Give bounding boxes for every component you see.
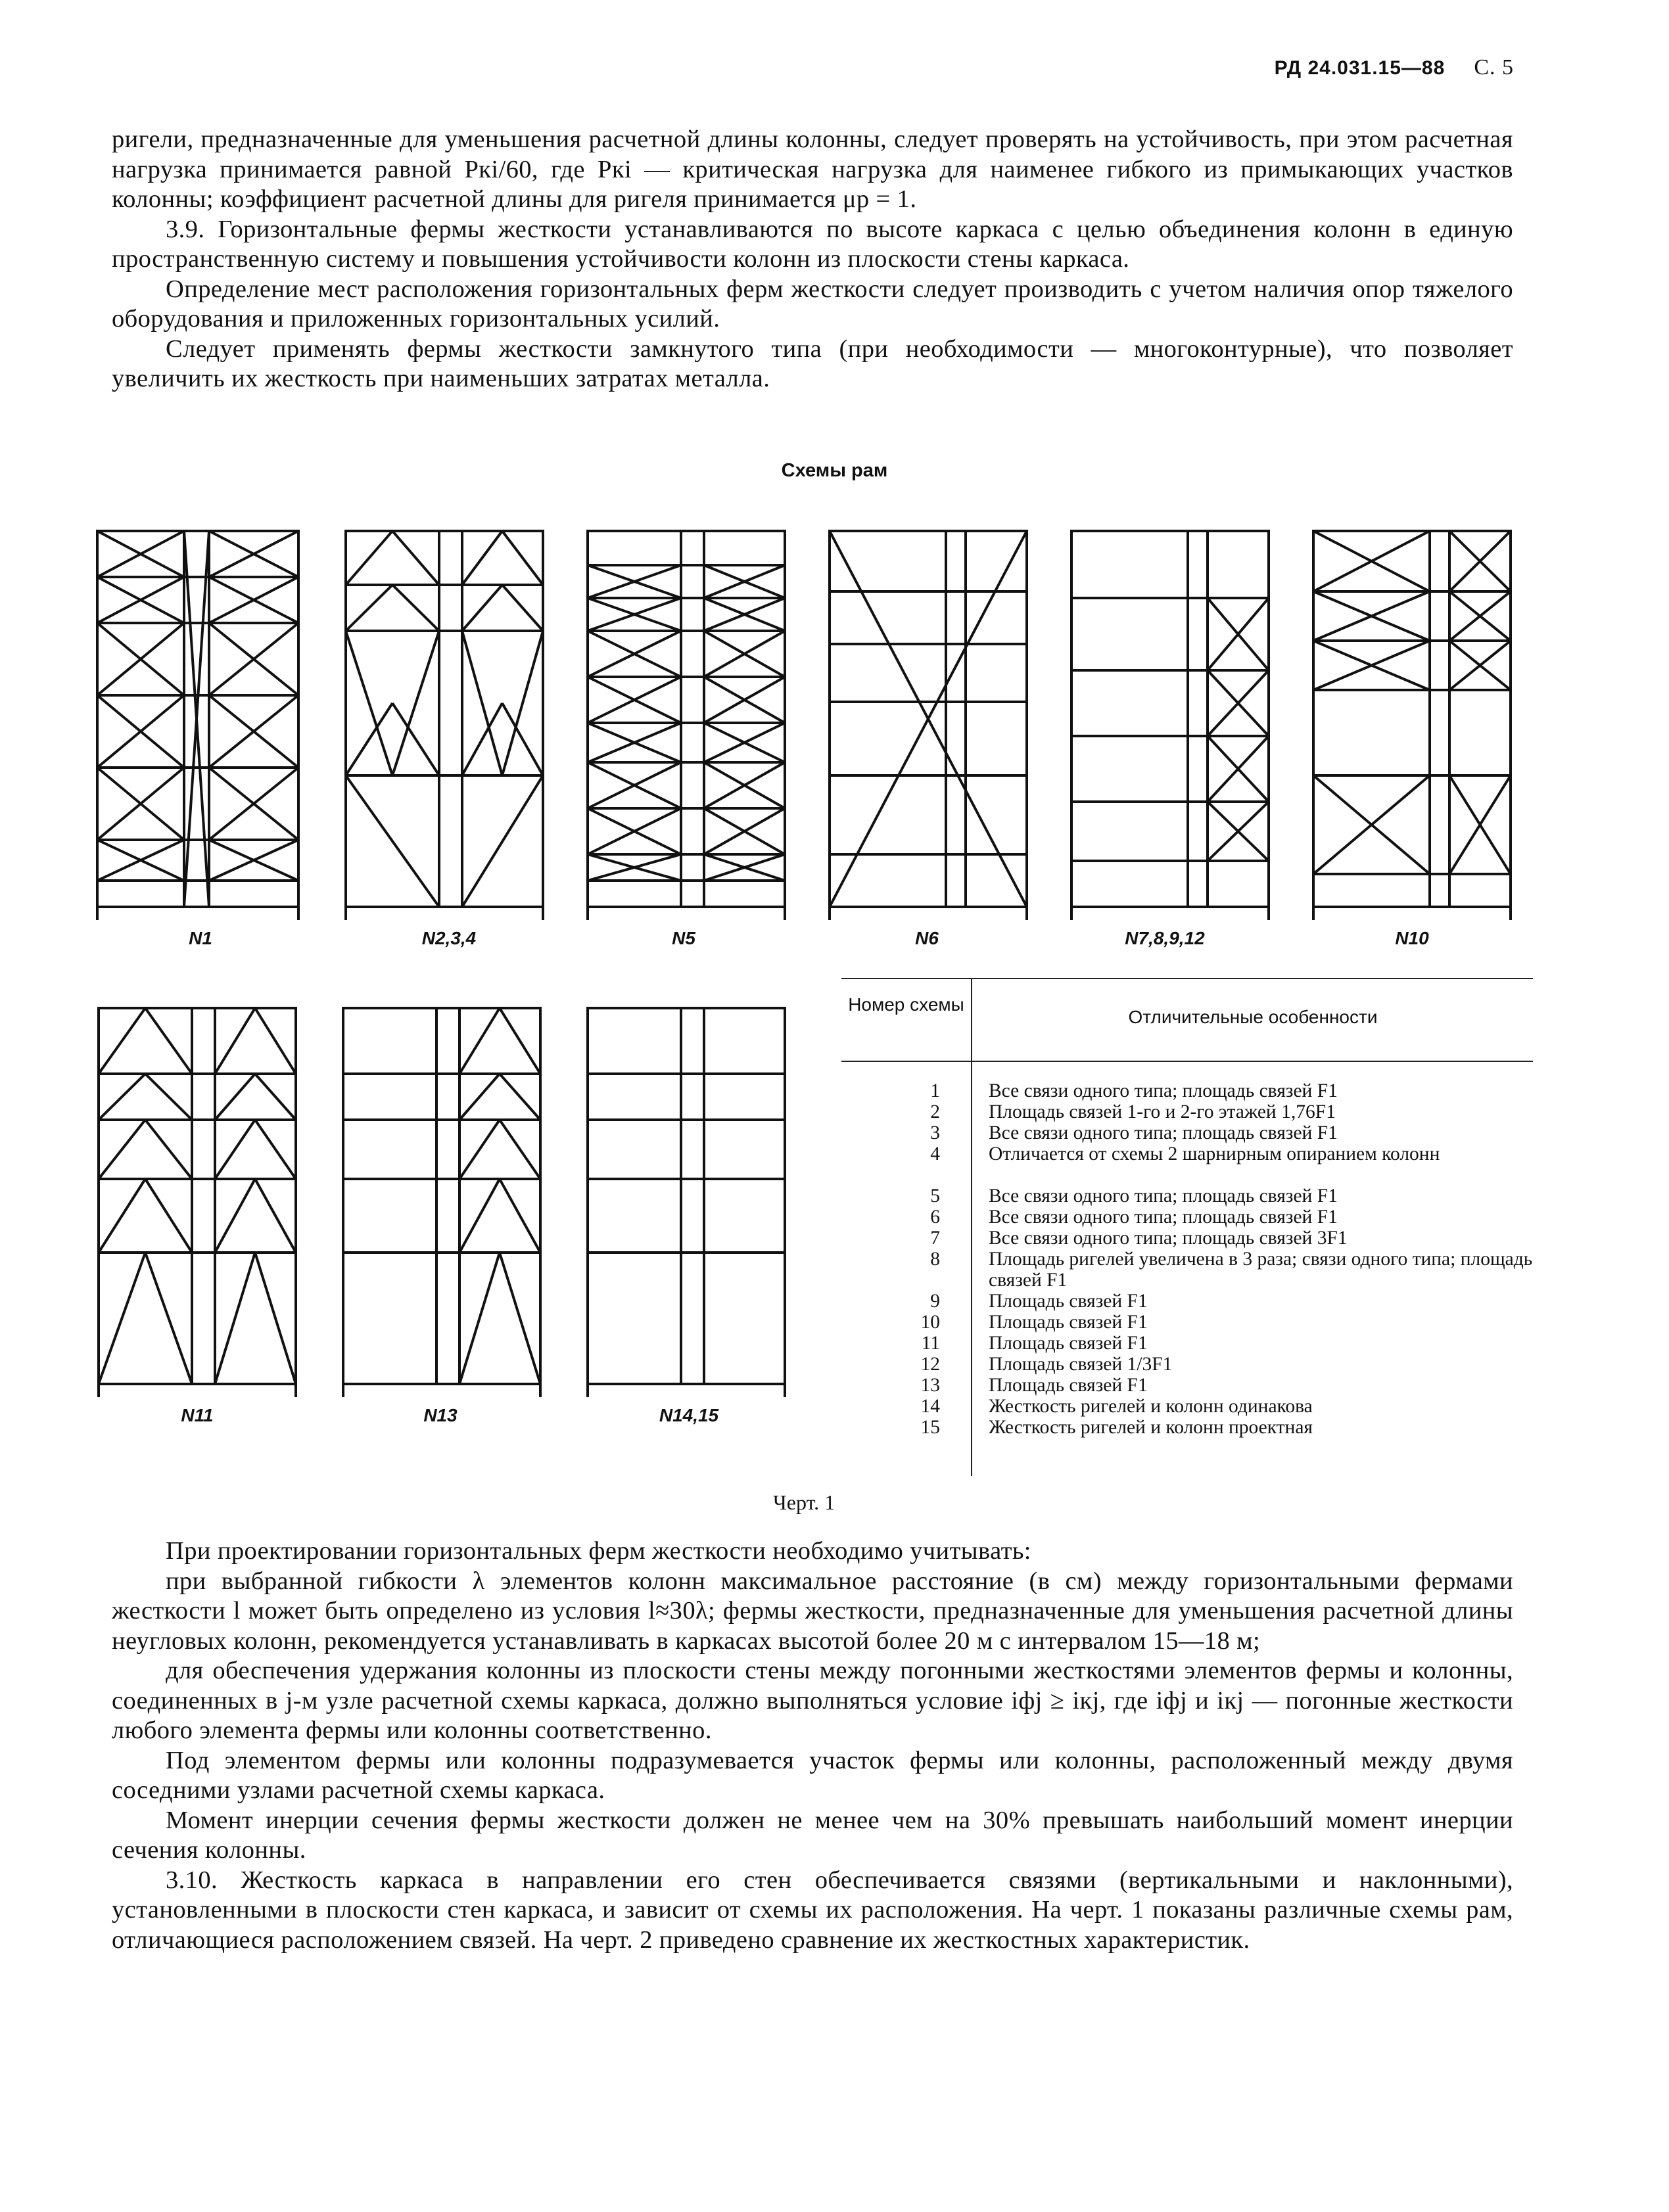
- row-description: Все связи одного типа; площадь связей F1: [989, 1207, 1338, 1228]
- row-description: Отличается от схемы 2 шарнирным опиранием колонн: [989, 1143, 1440, 1164]
- row-description: Площадь связей 1-го и 2-го этажей 1,76F1: [989, 1101, 1336, 1122]
- figure-title: Схемы рам: [781, 460, 888, 481]
- diagram-label: N2,3,4: [421, 928, 477, 948]
- row-description: Все связи одного типа; площадь связей F1: [989, 1122, 1338, 1143]
- row-description: Площадь связей F1: [989, 1312, 1148, 1333]
- figure-caption: Черт. 1: [773, 1490, 835, 1514]
- table-header-features: Отличительные особенности: [1128, 1007, 1378, 1027]
- row-number: 14: [920, 1396, 940, 1417]
- row-number: 4: [930, 1143, 940, 1164]
- page-number: С. 5: [1474, 55, 1514, 80]
- diagram-label: N11: [181, 1405, 214, 1425]
- bottom-text: [112, 1536, 1513, 1955]
- row-number: 8: [930, 1249, 940, 1270]
- paragraph: ригели, предназначенные для уменьшения расчетной длины колонны, следует проверять на устойчивость, при этом расчетная нагрузка принимается равной Pкi/60, где Pкi — критическая нагрузка для наименее гибкого из примыкающих участков колонны; коэффициент расчетной длины для ригеля принимается μp = 1.: [112, 126, 1513, 213]
- diagram-label: N5: [672, 928, 695, 948]
- row-number: 15: [920, 1417, 940, 1438]
- frame-diagram-n14-15: [582, 1003, 793, 1397]
- paragraph: Определение мест расположения горизонтальных ферм жесткости следует производить с учетом наличия опор тяжелого оборудования и приложенных горизонтальных усилий.: [112, 275, 1513, 333]
- paragraph: 3.9. Горизонтальные фермы жесткости устанавливаются по высоте каркаса с целью объединения колонн в единую пространственную систему и повышения устойчивости колонн из плоскости стены каркаса.: [112, 215, 1513, 273]
- row-description: Площадь связей F1: [989, 1291, 1148, 1312]
- paragraph: Под элементом фермы или колонны подразумевается участок фермы или колонны, расположенный между двумя соседними узлами расчетной схемы каркаса.: [112, 1746, 1513, 1804]
- paragraph: При проектировании горизонтальных ферм жесткости необходимо учитывать:: [166, 1537, 1031, 1565]
- row-description: Жесткость ригелей и колонн одинакова: [989, 1396, 1313, 1417]
- paragraph: при выбранной гибкости λ элементов колонн максимальное расстояние (в см) между горизонтальными фермами жесткости l может быть определено из условия l≈30λ; фермы жесткости, предназначенные для уменьшения расчетной длины неугловых колонн, рекомендуется устанавливать в каркасах высотой более 20 м с интервалом 15—18 м;: [112, 1567, 1513, 1655]
- row-number: 3: [930, 1122, 940, 1143]
- row-number: 1: [930, 1080, 940, 1101]
- row-number: 5: [930, 1186, 940, 1207]
- top-text: [112, 125, 1513, 394]
- row-number: 6: [930, 1207, 940, 1228]
- diagram-label: N7,8,9,12: [1125, 928, 1205, 948]
- frame-diagram-n1: [92, 526, 309, 920]
- row-description: Площадь связей F1: [989, 1333, 1148, 1354]
- diagram-label: N6: [915, 928, 939, 948]
- row-description: Все связи одного типа; площадь связей F1: [989, 1080, 1338, 1101]
- paragraph: Момент инерции сечения фермы жесткости должен не менее чем на 30% превышать наибольший момент инерции сечения колонны.: [112, 1806, 1513, 1864]
- row-number: 2: [930, 1101, 940, 1122]
- document-code: РД 24.031.15—88: [1274, 57, 1446, 79]
- row-number: 7: [930, 1228, 940, 1249]
- row-number: 13: [920, 1375, 940, 1396]
- diagram-label: N13: [423, 1405, 458, 1425]
- row-description: Все связи одного типа; площадь связей F1: [989, 1186, 1338, 1207]
- page-header: [1275, 55, 1514, 80]
- diagram-label: N10: [1395, 928, 1429, 948]
- table-rule: [841, 1061, 1533, 1062]
- table-header-number: Номер схемы: [848, 994, 964, 1015]
- row-number: 10: [920, 1312, 940, 1333]
- row-number: 9: [930, 1291, 940, 1312]
- row-description: Площадь связей F1: [989, 1375, 1148, 1396]
- frame-diagram-n6: [824, 526, 1035, 920]
- paragraph: для обеспечения удержания колонны из плоскости стены между погонными жесткостями элементов фермы и колонны, соединенных в j-м узле расчетной схемы каркаса, должно выполняться условие iфj ≥ iкj, где iфj и iкj — погонные жесткости любого элемента фермы или колонны соответственно.: [112, 1657, 1513, 1744]
- row-number: 12: [920, 1354, 940, 1375]
- frame-diagram-n7-8-9-12: [1066, 526, 1277, 920]
- row-description: Все связи одного типа; площадь связей 3F1: [989, 1228, 1348, 1249]
- row-number: 11: [921, 1333, 940, 1354]
- frame-diagram-n10: [1308, 526, 1518, 920]
- diagram-label: N1: [189, 928, 212, 948]
- row-description: Жесткость ригелей и колонн проектная: [989, 1417, 1313, 1438]
- frame-diagram-n13: [338, 1003, 548, 1397]
- table-rule: [841, 978, 1533, 979]
- row-description: Площадь связей 1/3F1: [989, 1354, 1173, 1375]
- frame-diagram-n11: [93, 1003, 304, 1397]
- frame-diagram-n2-3-4: [341, 526, 551, 920]
- table-rule: [971, 978, 972, 1476]
- row-description: Площадь ригелей увеличена в 3 раза; связи одного типа; площадь связей F1: [989, 1249, 1533, 1291]
- paragraph: Следует применять фермы жесткости замкнутого типа (при необходимости — многоконтурные), что позволяет увеличить их жесткость при наименьших затратах металла.: [112, 334, 1513, 392]
- frame-diagram-n5: [582, 526, 793, 920]
- paragraph: 3.10. Жесткость каркаса в направлении его стен обеспечивается связями (вертикальными и наклонными), установленными в плоскости стен каркаса, и зависит от схемы их расположения. На черт. 1 показаны различные схемы рам, отличающиеся расположением связей. На черт. 2 приведено сравнение их жесткостных характеристик.: [112, 1866, 1513, 1954]
- diagram-label: N14,15: [659, 1405, 719, 1425]
